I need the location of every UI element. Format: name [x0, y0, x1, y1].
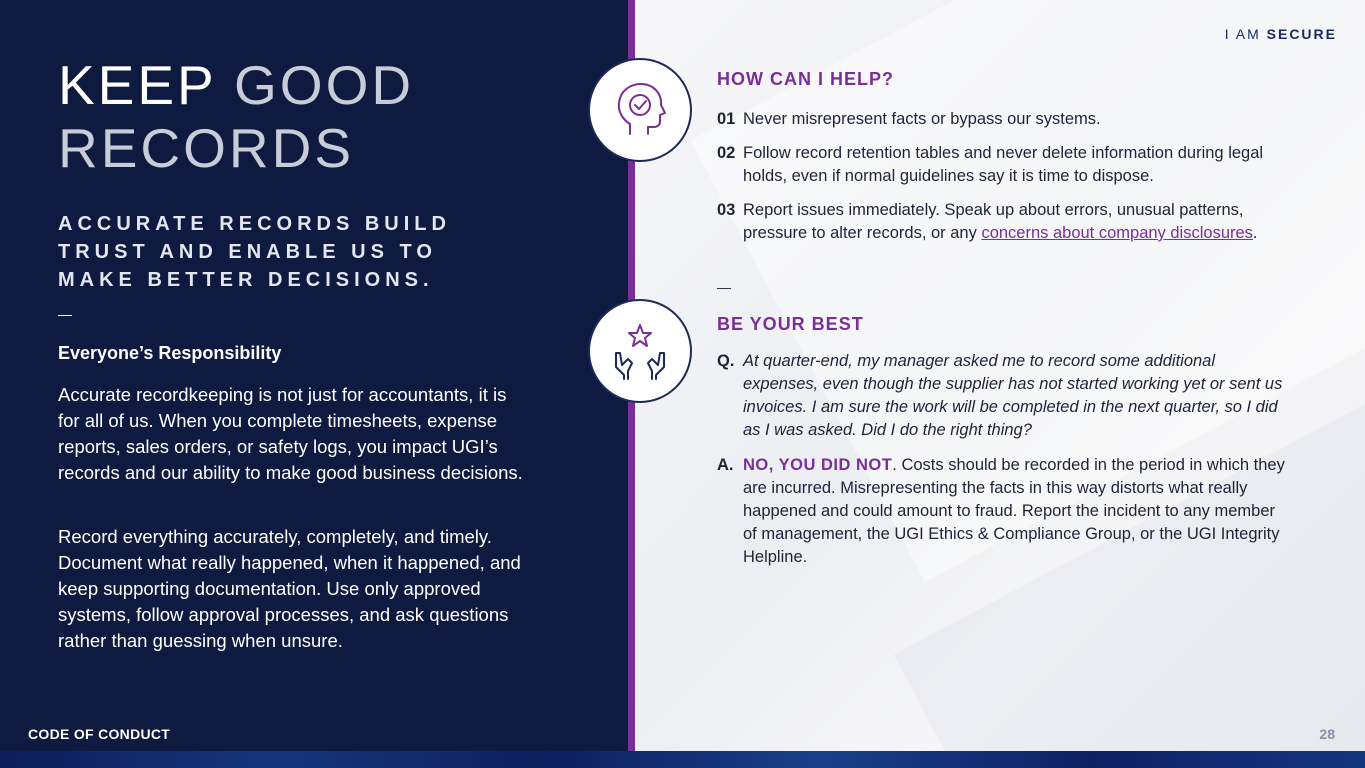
disclosures-link[interactable]: concerns about company disclosures: [981, 224, 1253, 242]
divider-dash-right: —: [717, 279, 731, 295]
brand-bold: SECURE: [1266, 26, 1337, 42]
brand-prefix: I AM: [1224, 26, 1267, 42]
help-item-01: [717, 108, 1297, 131]
brand-tag: [1225, 26, 1337, 42]
help-item-03-suffix: .: [1252, 224, 1258, 242]
help-item-03-body: Report issues immediately. Speak up about errors, unusual patterns, pressure to alter records, or any: [743, 201, 1244, 242]
help-item-02-num: 02: [717, 144, 736, 162]
best-heading: BE YOUR BEST: [717, 314, 864, 334]
subtitle: ACCURATE RECORDS BUILD TRUST AND ENABLE US TO MAKE BETTER DECISIONS.: [58, 213, 451, 291]
help-item-03-text: [743, 199, 1297, 245]
responsibility-paragraph-1: Accurate recordkeeping is not just for accountants, it is for all of us. When you complete timesheets, expense reports, sales orders, or safety logs, you impact UGI’s records and our ability to make good business decisions.: [58, 384, 523, 483]
title-word-good: GOOD: [234, 54, 415, 116]
title-word-records: RECORDS: [58, 117, 355, 179]
help-item-01-text: Never misrepresent facts or bypass our systems.: [743, 110, 1101, 128]
page-title: [58, 54, 414, 180]
answer-label: A.: [717, 456, 734, 474]
title-word-keep: KEEP: [58, 54, 216, 116]
head-checkmark-icon: [588, 58, 692, 162]
footer-code-of-conduct: CODE OF CONDUCT: [28, 726, 171, 742]
help-item-02-text: Follow record retention tables and never delete information during legal holds, even if normal guidelines say it is time to dispose.: [743, 144, 1264, 185]
help-item-02: [717, 142, 1297, 188]
answer-text: [743, 454, 1287, 569]
help-heading: HOW CAN I HELP?: [717, 69, 894, 89]
help-item-03: [717, 199, 1297, 245]
responsibility-heading: Everyone’s Responsibility: [58, 343, 282, 363]
responsibility-paragraph-2: Record everything accurately, completely, and timely. Document what really happened, when it happened, and keep supporting documentation. Use only approved systems, follow approval processes, and ask questions rather than guessing when unsure.: [58, 526, 521, 651]
answer-body: . Costs should be recorded in the period in which they are incurred. Misrepresenting the facts in this way distorts what really happened and could amount to fraud. Report the incident to any member of management, the UGI Ethics & Compliance Group, or the UGI Integrity Helpline.: [743, 456, 1285, 566]
answer-block: [717, 454, 1287, 569]
question-label: Q.: [717, 352, 735, 370]
question-text: At quarter-end, my manager asked me to record some additional expenses, even though the supplier has not started working yet or sent us invoices. I am sure the work will be completed in the next quarter, so I did as I was asked. Did I do the right thing?: [743, 352, 1283, 439]
answer-emphasis: NO, YOU DID NOT: [743, 456, 893, 474]
divider-dash: —: [58, 306, 72, 322]
bottom-band: [0, 751, 1365, 768]
page-number: 28: [1319, 726, 1335, 742]
help-item-03-num: 03: [717, 201, 736, 219]
question-block: [717, 350, 1287, 442]
help-item-01-num: 01: [717, 110, 736, 128]
hands-star-icon: [588, 299, 692, 403]
